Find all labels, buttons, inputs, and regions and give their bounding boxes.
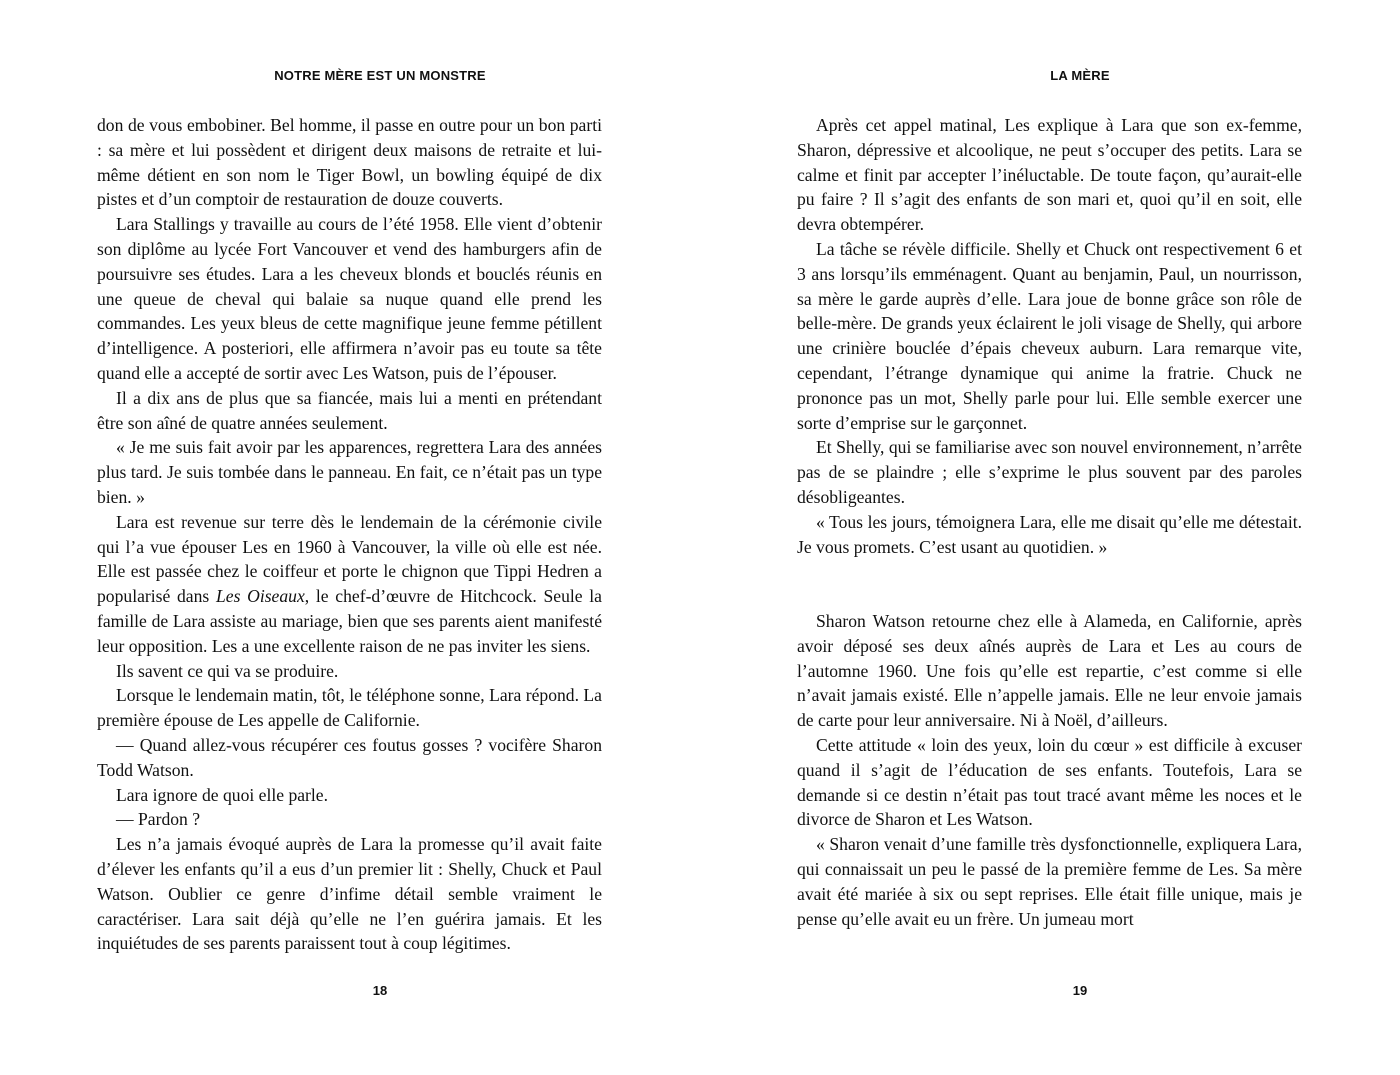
paragraph: Et Shelly, qui se familiarise avec son nouvel environnement, n’arrête pas de se plaindre ; elle s’exprime le plus souvent par des paroles désobligeantes. xyxy=(797,437,1302,507)
left-page xyxy=(70,0,690,1075)
running-head-chapter-title: LA MÈRE xyxy=(1050,68,1110,83)
paragraph-with-film-title xyxy=(97,510,602,659)
paragraph: Ils savent ce qui va se produire. xyxy=(116,660,339,681)
paragraph: don de vous embobiner. Bel homme, il passe en outre pour un bon parti : sa mère et lui possèdent et dirigent deux maisons de retraite et lui-même détient en son nom le Tiger Bowl, un bowling équipé de dix pistes et d’un comptoir de restauration de douze couverts. xyxy=(97,115,602,210)
film-title: Les Oiseaux xyxy=(215,586,305,607)
paragraph: « Sharon venait d’une famille très dysfonctionnelle, expliquera Lara, qui connaissait un peu le passé de la première femme de Les. Sa mère avait été mariée à six ou sept reprises. Elle était fille unique, mais je pense qu’elle avait eu un frère. Un jumeau mort xyxy=(797,834,1302,929)
paragraph: Lorsque le lendemain matin, tôt, le téléphone sonne, Lara répond. La première épouse de Les appelle de Californie. xyxy=(97,685,602,731)
paragraph: Lara Stallings y travaille au cours de l’été 1958. Elle vient d’obtenir son diplôme au lycée Fort Vancouver et vend des hamburgers afin de poursuivre ses études. Lara a les cheveux blonds et bouclés réunis en une queue de cheval qui balaie sa nuque quand elle prend les commandes. Les yeux bleus de cette magnifique jeune femme pétillent d’intelligence. A posteriori, elle affirmera n’avoir pas eu toute sa tête quand elle a accepté de sortir avec Les Watson, puis de l’épouser. xyxy=(97,214,602,383)
paragraph: Les n’a jamais évoqué auprès de Lara la promesse qu’il avait faite d’élever les enfants qu’il a eus d’un premier lit : Shelly, Chuck et Paul Watson. Oublier ce genre d’infime détail semble vraiment le caractériser. Lara sait déjà qu’elle ne l’en guérira jamais. Et les inquiétudes de ses parents paraissent tout à coup légitimes. xyxy=(97,834,602,954)
section-break xyxy=(797,559,1302,609)
right-page-body xyxy=(797,113,1302,931)
running-head-book-title: NOTRE MÈRE EST UN MONSTRE xyxy=(274,68,486,83)
paragraph: Cette attitude « loin des yeux, loin du cœur » est difficile à excuser quand il s’agit de l’éducation de ses enfants. Toutefois, Lara se demande si ce destin n’était pas tout tracé avant même les noces et le divorce de Sharon et Les Watson. xyxy=(797,734,1302,830)
paragraph: « Tous les jours, témoignera Lara, elle me disait qu’elle me détestait. Je vous promets. C’est usant au quotidien. » xyxy=(797,511,1302,557)
paragraph: Il a dix ans de plus que sa fiancée, mais lui a menti en prétendant être son aîné de quatre années seulement. xyxy=(97,387,602,433)
left-page-body xyxy=(97,113,602,956)
page-number: 18 xyxy=(372,983,388,998)
paragraph: « Je me suis fait avoir par les apparences, regrettera Lara des années plus tard. Je suis tombée dans le panneau. En fait, ce n’était pas un type bien. » xyxy=(97,437,602,507)
paragraph-text: Lara est revenue sur terre dès le lendemain de la cérémonie civile qui l’a vue épouser Les en 1960 à Vancouver, la ville où elle est née. Elle est passée chez le coiffeur et porte le chignon que Tippi Hedren a popularisé dans xyxy=(97,511,602,607)
right-page xyxy=(770,0,1390,1075)
paragraph: La tâche se révèle difficile. Shelly et Chuck ont respectivement 6 et 3 ans lorsqu’ils emménagent. Quant au benjamin, Paul, un nourrisson, sa mère le garde auprès d’elle. Lara joue de bonne grâce son rôle de belle-mère. De grands yeux éclairent le joli visage de Shelly, qui arbore une crinière bouclée d’épais cheveux auburn. Lara remarque vite, cependant, l’étrange dynamique qui anime la fratrie. Chuck ne prononce pas un mot, Shelly parle pour lui. Elle semble exercer une sorte d’emprise sur le garçonnet. xyxy=(797,238,1302,433)
paragraph: Lara ignore de quoi elle parle. xyxy=(116,784,329,805)
page-number: 19 xyxy=(1072,983,1088,998)
dialogue-line: — Pardon ? xyxy=(116,809,201,830)
dialogue-line: — Quand allez-vous récupérer ces foutus gosses ? vocifère Sharon Todd Watson. xyxy=(97,734,602,780)
paragraph: Après cet appel matinal, Les explique à Lara que son ex-femme, Sharon, dépressive et alcoolique, ne peut s’occuper des petits. Lara se calme et finit par accepter l’inéluctable. De toute façon, qu’aurait-elle pu faire ? Il s’agit des enfants de son mari et, quoi qu’il en soit, elle devra obtempérer. xyxy=(797,115,1302,235)
paragraph: Sharon Watson retourne chez elle à Alameda, en Californie, après avoir déposé ses deux aînés auprès de Lara et Les au cours de l’automne 1960. Une fois qu’elle est repartie, c’est comme si elle n’avait jamais existé. Elle n’appelle jamais. Elle ne leur envoie jamais de carte pour leur anniversaire. Ni à Noël, d’ailleurs. xyxy=(797,610,1302,731)
paragraph-text-continued: , le chef-d’œuvre de Hitchcock. Seule la famille de Lara assiste au mariage, bien que ses parents aient manifesté leur opposition. Les a une excellente raison de ne pas inviter les siens. xyxy=(97,586,602,656)
